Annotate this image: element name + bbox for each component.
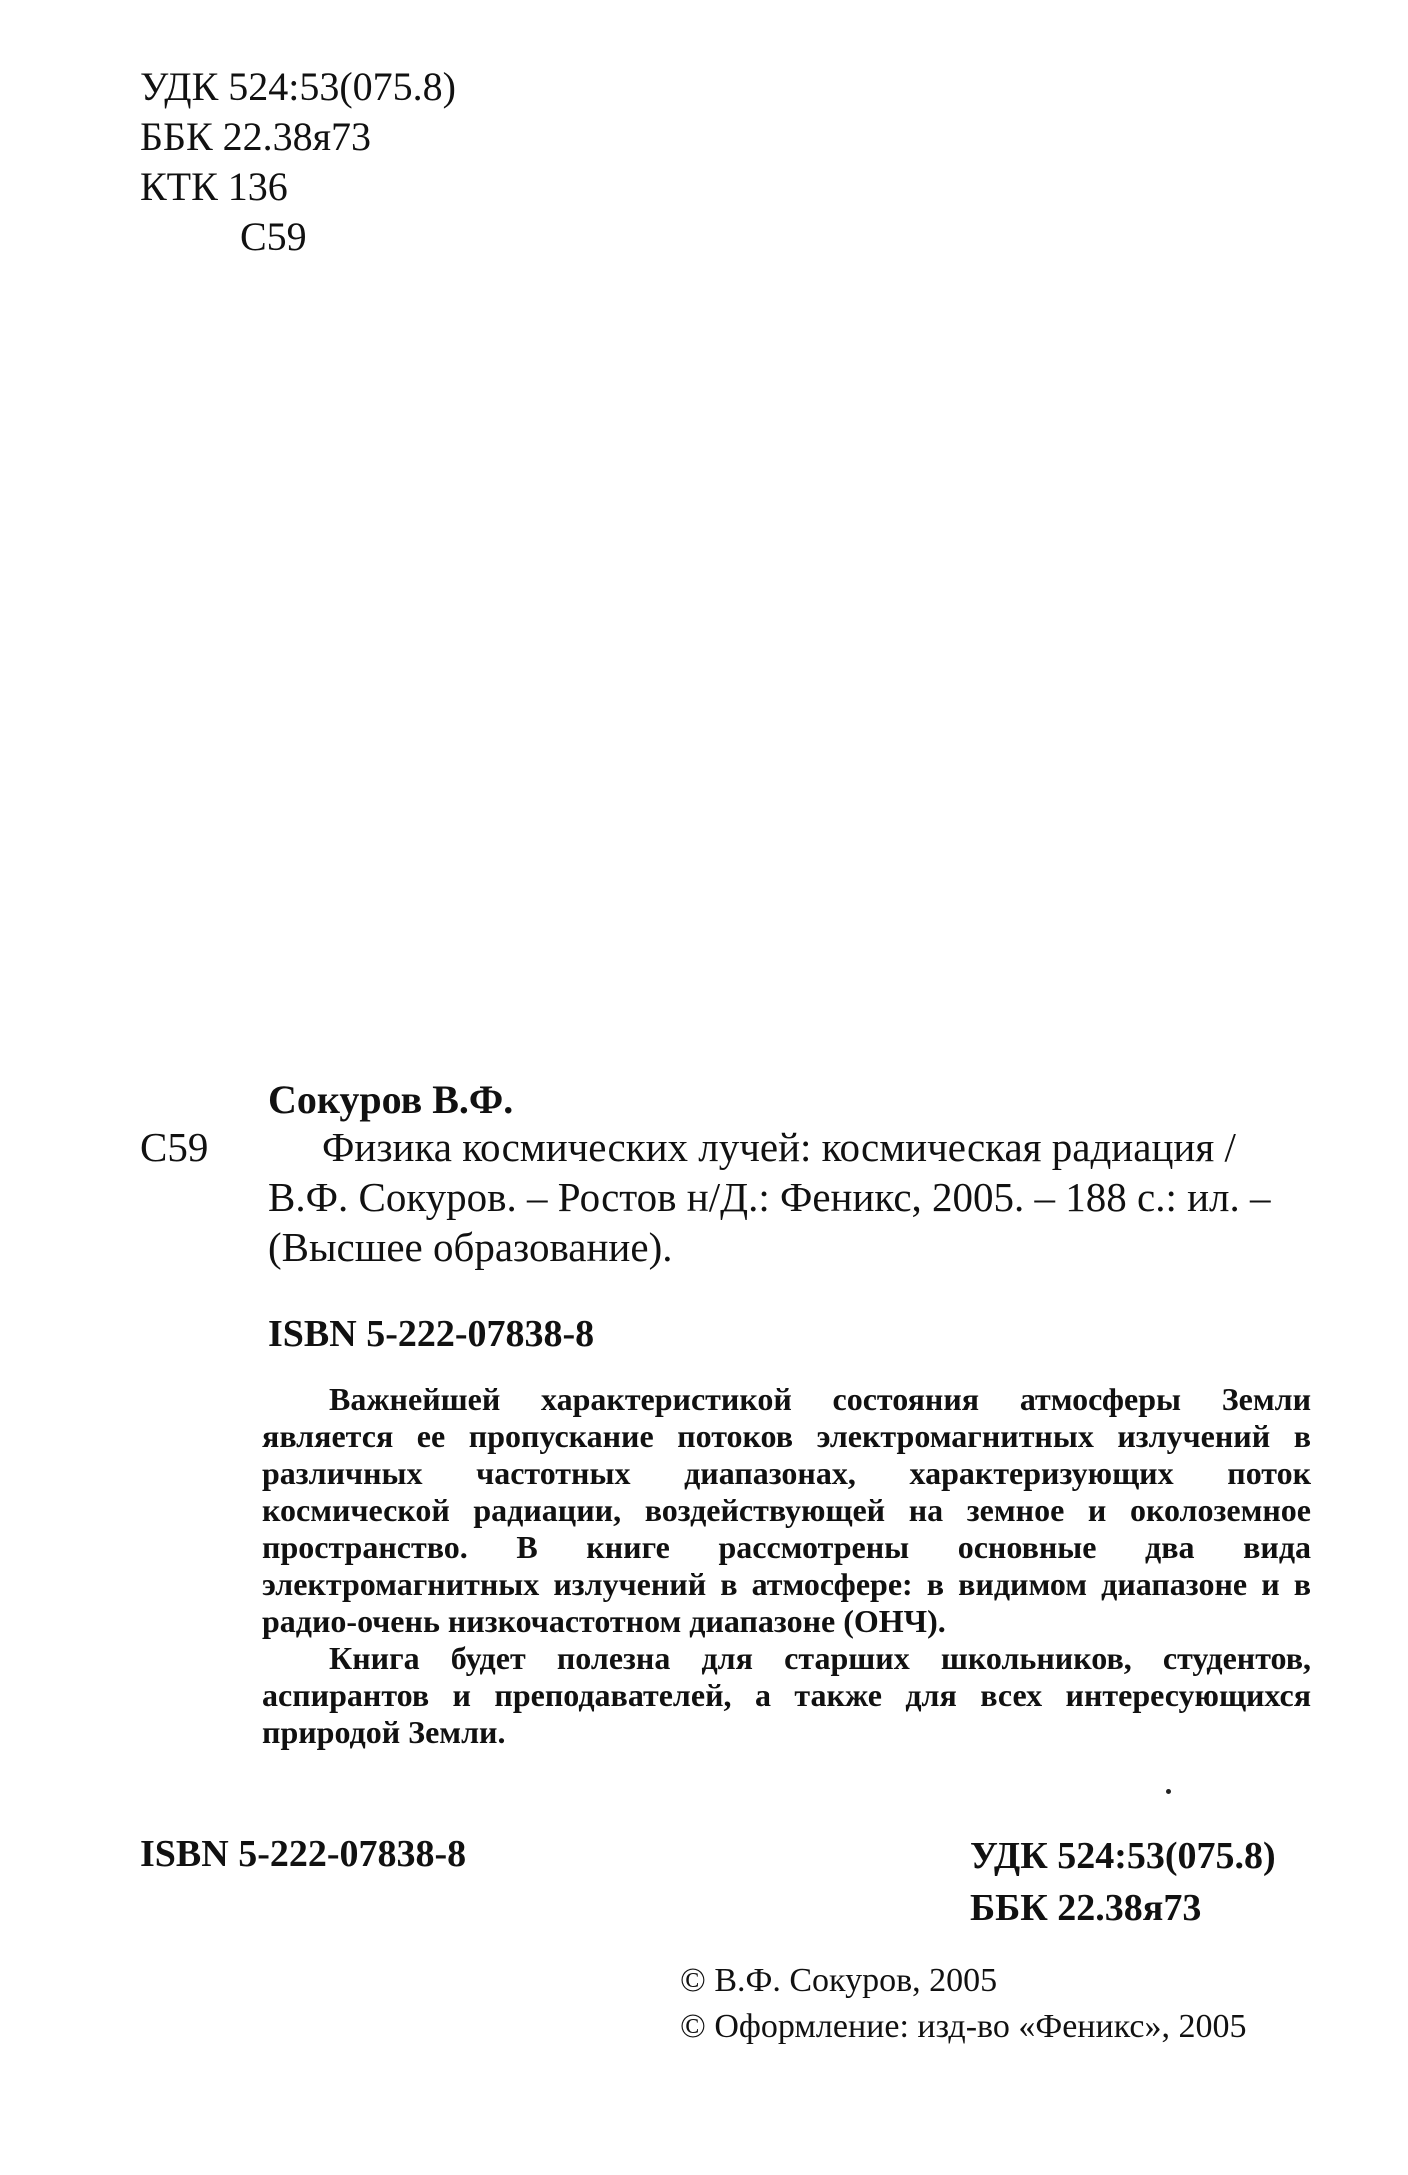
bbk-code: ББК 22.38я73 bbox=[140, 114, 372, 159]
udk-footer: УДК 524:53(075.8) bbox=[970, 1835, 1276, 1877]
udk-code: УДК 524:53(075.8) bbox=[140, 64, 456, 109]
isbn-footer: ISBN 5-222-07838-8 bbox=[140, 1833, 467, 1875]
publication-info-line: В.Ф. Сокуров. – Ростов н/Д.: Феникс, 2005. – 188 с.: ил. – bbox=[268, 1174, 1271, 1220]
copyright-publisher: © Оформление: изд-во «Феникс», 2005 bbox=[680, 2008, 1247, 2045]
isbn-top: ISBN 5-222-07838-8 bbox=[268, 1313, 595, 1355]
copyright-author: © В.Ф. Сокуров, 2005 bbox=[680, 1962, 998, 1999]
series-line: (Высшее образование). bbox=[268, 1224, 673, 1270]
bbk-footer: ББК 22.38я73 bbox=[970, 1887, 1202, 1929]
stray-dot bbox=[1166, 1789, 1171, 1794]
ktk-code: КТК 136 bbox=[140, 164, 288, 209]
author-mark-code: С59 bbox=[240, 214, 307, 259]
annotation-paragraph-2: Книга будет полезна для старших школьников, студентов, аспирантов и преподавателей, а также для всех интересующихся природой Земли. bbox=[262, 1640, 1311, 1750]
annotation bbox=[262, 1381, 1311, 1751]
side-author-mark: С59 bbox=[140, 1124, 209, 1170]
book-title-line: Физика космических лучей: космическая радиация / bbox=[322, 1124, 1236, 1170]
annotation-paragraph-1: Важнейшей характеристикой состояния атмосферы Земли является ее пропускание потоков электромагнитных излучений в различных частотных диапазонах, характеризующих поток космической радиации, воздействующей на земное и околоземное пространство. В книге рассмотрены основные два вида электромагнитных излучений в атмосфере: в видимом диапазоне и в радио-очень низкочастотном диапазоне (ОНЧ). bbox=[262, 1381, 1311, 1639]
author-name: Сокуров В.Ф. bbox=[268, 1077, 514, 1122]
